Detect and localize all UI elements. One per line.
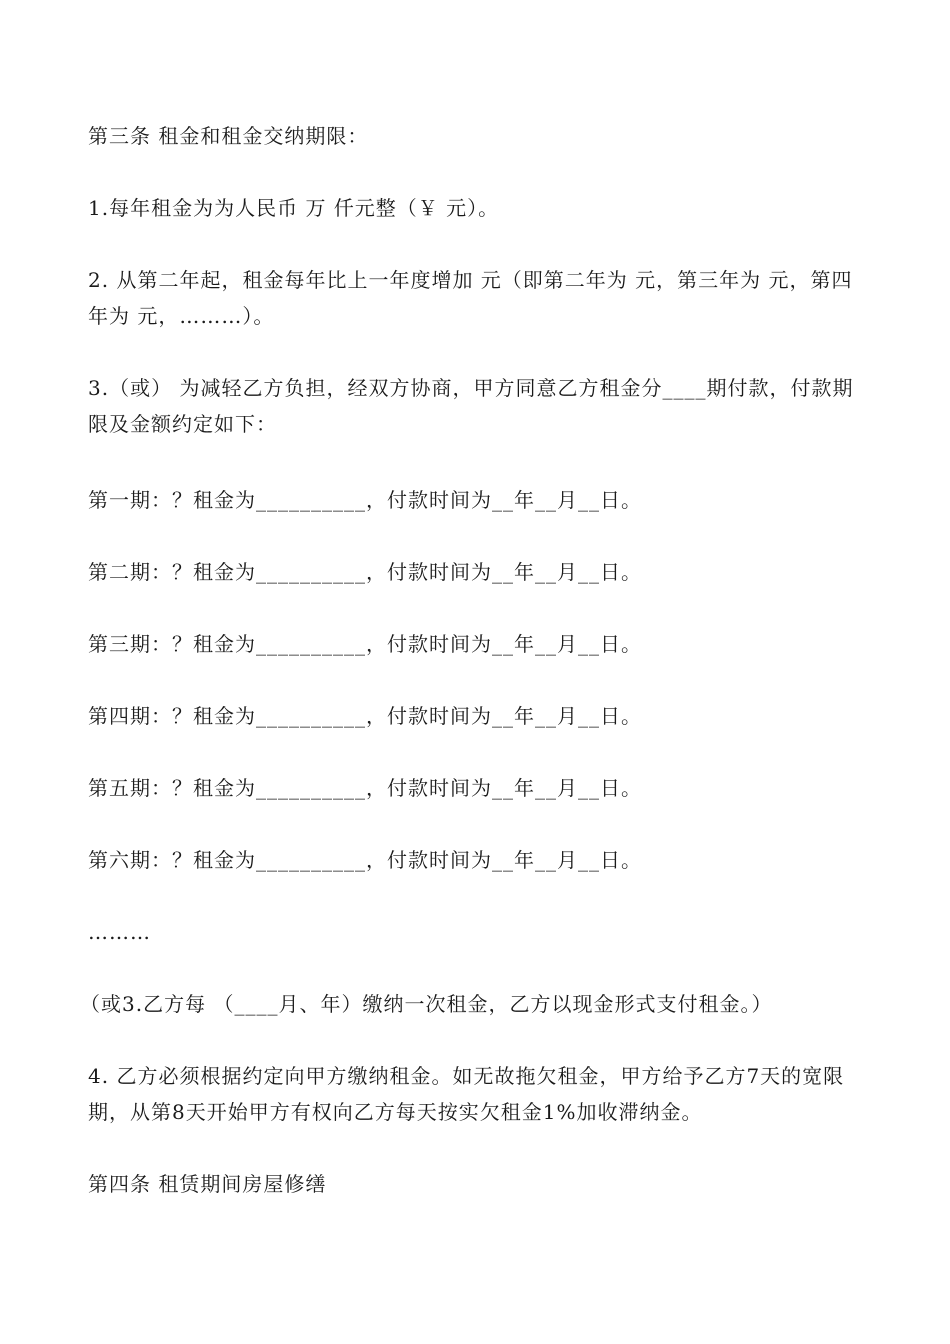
item-2: 2. 从第二年起，租金每年比上一年度增加 元（即第二年为 元，第三年为 元，第四年为 元，………）。 <box>88 268 853 328</box>
item-3: 3.（或） 为减轻乙方负担，经双方协商，甲方同意乙方租金分____期付款，付款期限及金额约定如下： <box>88 376 854 436</box>
item-4: 4. 乙方必须根据约定向甲方缴纳租金。如无故拖欠租金，甲方给予乙方7天的宽限期，从第8天开始甲方有权向乙方每天按实欠租金1%加收滞纳金。 <box>88 1064 845 1124</box>
alt-item-3: （或3.乙方每 （____月、年）缴纳一次租金，乙方以现金形式支付租金。） <box>80 992 773 1016</box>
installment-3: 第三期：？租金为__________，付款时间为__年__月__日。 <box>88 632 642 656</box>
article4-heading: 第四条 租赁期间房屋修缮 <box>88 1172 327 1196</box>
installment-6: 第六期：？租金为__________，付款时间为__年__月__日。 <box>88 848 642 872</box>
installment-5: 第五期：？租金为__________，付款时间为__年__月__日。 <box>88 776 642 800</box>
installment-2: 第二期：？租金为__________，付款时间为__年__月__日。 <box>88 560 642 584</box>
article3-heading: 第三条 租金和租金交纳期限： <box>88 124 369 148</box>
installment-4: 第四期：？租金为__________，付款时间为__年__月__日。 <box>88 704 642 728</box>
ellipsis: ……… <box>88 920 151 944</box>
installment-1: 第一期：？租金为__________，付款时间为__年__月__日。 <box>88 488 642 512</box>
item-1: 1.每年租金为为人民币 万 仟元整（￥ 元）。 <box>88 196 500 220</box>
